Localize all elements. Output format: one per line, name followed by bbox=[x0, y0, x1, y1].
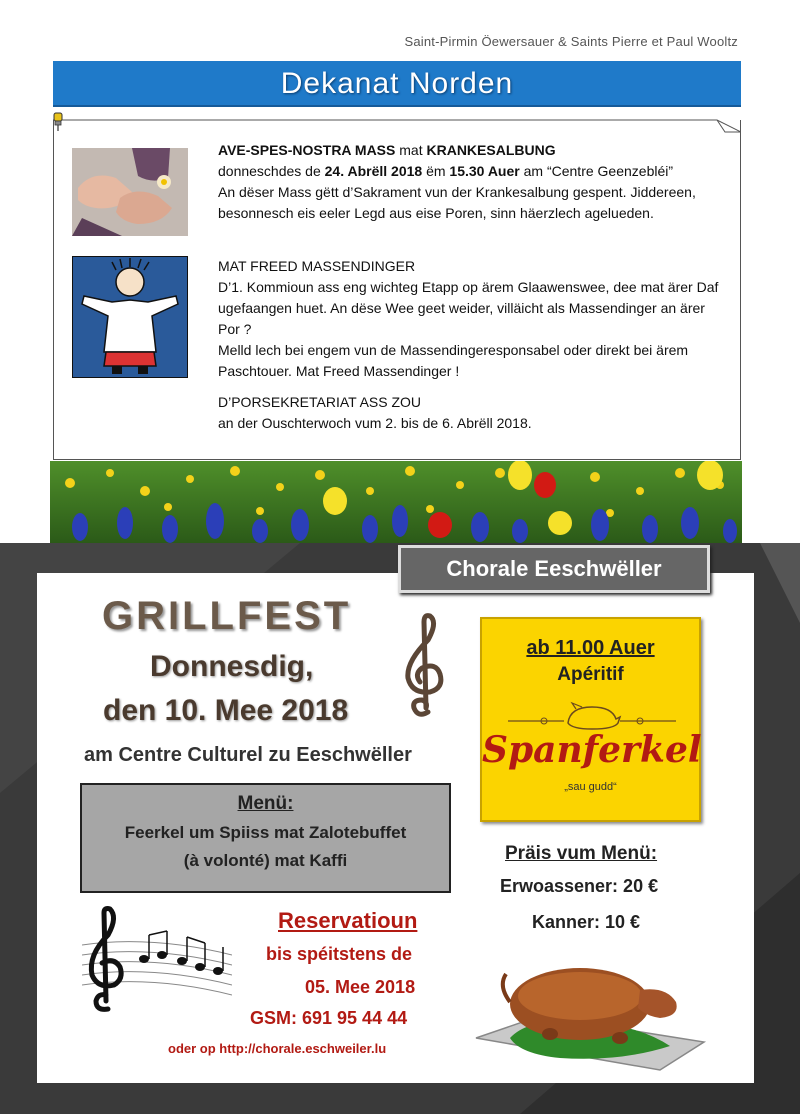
aperitif-promo bbox=[480, 617, 701, 822]
roast-pig-photo bbox=[470, 946, 710, 1071]
notice-1-l1c: ëm bbox=[422, 163, 450, 179]
notice-1-body: An dëser Mass gëtt d’Sakrament vun der Krankesalbung gespent. Jiddereen, besonnesch eis eeler Legd aus eise Poren, sinn häerzlech agelueden. bbox=[218, 184, 696, 221]
spanferkel-brand: Spanferkel bbox=[482, 729, 702, 771]
reservation-title: Reservatioun bbox=[278, 908, 418, 933]
treble-clef-icon bbox=[398, 612, 450, 722]
event-venue: am Centre Culturel zu Eeschwëller bbox=[84, 744, 412, 766]
notice-anointing bbox=[218, 140, 728, 224]
notice-1-time: 15.30 Auer bbox=[449, 163, 520, 179]
spanferkel-tagline: „sau gudd“ bbox=[564, 781, 617, 793]
notice-secretariat bbox=[218, 392, 728, 434]
price-adults: Erwoassener: 20 € bbox=[500, 876, 659, 896]
notice-1-place: am “Centre Geenzebléi” bbox=[519, 163, 674, 179]
menu-title: Menü: bbox=[237, 793, 294, 814]
notice-3-body: an der Ouschterwoch vum 2. bis de 6. Abrëll 2018. bbox=[218, 415, 532, 431]
notice-3-title: D’PORSEKRETARIAT ASS ZOU bbox=[218, 394, 422, 410]
parish-names: Saint-Pirmin Öewersauer & Saints Pierre et Paul Wooltz bbox=[404, 34, 738, 49]
pushpin-icon bbox=[50, 111, 66, 131]
notice-2-title: MAT FREED MASSENDINGER bbox=[218, 258, 416, 274]
price-children: Kanner: 10 € bbox=[532, 912, 641, 932]
reservation-deadline-date: 05. Mee 2018 bbox=[305, 977, 416, 997]
notice-1-title-b: KRANKESALBUNG bbox=[426, 142, 556, 158]
altar-server-drawing bbox=[72, 256, 188, 378]
notice-altar-servers bbox=[218, 256, 728, 382]
notice-2-body1: D’1. Kommioun ass eng wichteg Etapp op ärem Glaawenswee, dee mat ärer Daf ugefaangen huet. An dëse Wee geet weider, villäicht als Massendinger an ärer Por ? bbox=[218, 279, 719, 337]
reservation-phone: GSM: 691 95 44 44 bbox=[250, 1008, 408, 1028]
aperitif-time: ab 11.00 Auer bbox=[526, 637, 655, 659]
choir-name-tab: Chorale Eeschwëller bbox=[398, 545, 710, 593]
menu-box bbox=[80, 783, 451, 893]
event-date: den 10. Mee 2018 bbox=[103, 694, 349, 727]
notice-1-date: 24. Abrëll 2018 bbox=[324, 163, 423, 179]
spring-flowers-photo bbox=[50, 461, 742, 543]
menu-line-2: (à volonté) mat Kaffi bbox=[183, 851, 348, 870]
price-title: Präis vum Menü: bbox=[505, 843, 658, 864]
music-notes-icon bbox=[82, 905, 232, 1015]
pig-icon bbox=[504, 699, 680, 733]
aperitif-label: Apéritif bbox=[557, 664, 624, 685]
menu-line-1: Feerkel um Spiiss mat Zalotebuffet bbox=[124, 823, 407, 842]
deanery-banner: Dekanat Norden bbox=[53, 61, 741, 107]
notice-2-body2: Melld lech bei engem vun de Massendingeresponsabel oder direkt bei ärem Paschtouer. Mat Freed Massendinger ! bbox=[218, 342, 689, 379]
notice-1-title-mid: mat bbox=[395, 142, 427, 158]
notice-1-l1a: donneschdes de bbox=[218, 163, 325, 179]
notice-box-folded-top bbox=[53, 118, 741, 134]
event-day: Donnesdig, bbox=[150, 650, 314, 683]
event-title: GRILLFEST bbox=[102, 594, 352, 638]
reservation-deadline-label: bis spéitstens de bbox=[266, 944, 413, 964]
notice-1-title-a: AVE-SPES-NOSTRA MASS bbox=[218, 142, 396, 158]
reservation-website-link[interactable]: oder op http://chorale.eschweiler.lu bbox=[168, 1041, 387, 1056]
anointing-hands-photo bbox=[72, 148, 188, 236]
